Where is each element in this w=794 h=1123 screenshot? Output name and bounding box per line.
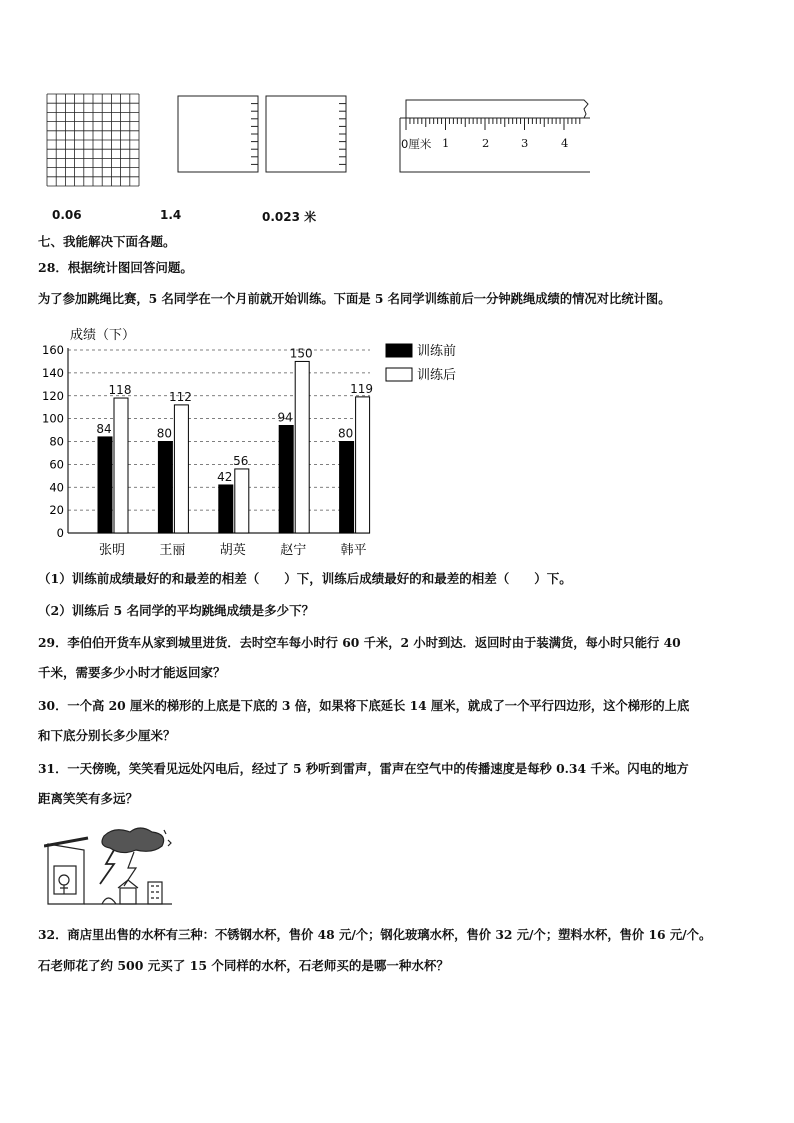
q28-sub2: （2）训练后 5 名同学的平均跳绳成绩是多少下？ [38, 603, 315, 618]
square-figure-left [177, 95, 261, 175]
q30-line1: 30．一个高 20 厘米的梯形的上底是下底的 3 倍，如果将下底延长 14 厘米，就成了一个平行四边形，这个梯形的上底 [38, 698, 690, 713]
lightning-illustration [44, 824, 172, 910]
q31-line1: 31．一天傍晚，笑笑看见远处闪电后，经过了 5 秒听到雷声，雷声在空气中的传播速度是每秒 0.34 千米。闪电的地方 [38, 761, 689, 776]
q29-line1: 29．李伯伯开货车从家到城里进货．去时空车每小时行 60 千米，2 小时到达．返回时由于装满货，每小时只能行 40 [38, 635, 681, 650]
y-tick-label: 160 [42, 343, 64, 357]
bar-after [174, 405, 188, 533]
y-tick-label: 20 [49, 503, 64, 518]
q28-sub1: （1）训练前成绩最好的和最差的相差（ ）下，训练后成绩最好的和最差的相差（ ）下。 [38, 571, 572, 586]
bar-value-label: 94 [277, 410, 293, 425]
y-tick-label: 60 [49, 457, 64, 472]
bar-after [114, 398, 128, 533]
bar-value-label: 84 [96, 421, 112, 436]
ruler-figure [398, 96, 592, 174]
bar-after [356, 397, 370, 533]
bar-before [340, 442, 354, 534]
ruler-label-1: 1 [442, 136, 450, 150]
bar-value-label: 80 [156, 426, 173, 441]
caption-square: 1.4 [160, 208, 182, 222]
bar-value-label: 118 [108, 383, 132, 398]
y-tick-label: 40 [49, 480, 64, 495]
caption-grid: 0.06 [52, 208, 82, 222]
q28-intro: 为了参加跳绳比赛，5 名同学在一个月前就开始训练。下面是 5 名同学训练前后一分钟跳绳成绩的情况对比统计图。 [38, 291, 671, 306]
y-tick-label: 140 [42, 365, 64, 380]
bar-value-label: 119 [350, 381, 374, 396]
bar-value-label: 42 [217, 469, 233, 484]
y-tick-label: 100 [42, 411, 64, 426]
ruler-label-3: 3 [521, 136, 529, 150]
x-tick-label: 胡英 [219, 543, 246, 558]
bar-value-label: 80 [337, 426, 354, 441]
bar-before [279, 425, 293, 533]
ruler-drawing [398, 96, 592, 174]
y-tick-label: 120 [42, 388, 64, 403]
legend-label: 训练前 [417, 344, 457, 359]
x-tick-label: 王丽 [159, 543, 186, 558]
bar-value-label: 56 [233, 453, 249, 468]
q32-line1: 32．商店里出售的水杯有三种：不锈钢水杯，售价 48 元/个；钢化玻璃水杯，售价 32 元/个；塑料水杯，售价 16 元/个。 [38, 927, 712, 942]
bar-value-label: 112 [168, 389, 192, 404]
y-tick-label: 0 [56, 526, 64, 540]
q32-line2: 石老师花了约 500 元买了 15 个同样的水杯，石老师买的是哪一种水杯？ [38, 958, 449, 973]
bar-before [98, 437, 112, 533]
x-tick-label: 韩平 [340, 543, 367, 558]
bar-value-label: 150 [289, 346, 313, 361]
bar-chart [30, 322, 480, 562]
caption-ruler: 0.023 米 [262, 210, 317, 224]
y-axis-label: 成绩（下） [70, 328, 136, 343]
bar-after [295, 361, 309, 533]
grid-figure [46, 93, 140, 187]
x-tick-label: 张明 [98, 543, 126, 558]
section-heading: 七、我能解决下面各题。 [38, 234, 176, 249]
y-tick-label: 80 [49, 434, 64, 449]
q31-line2: 距离笑笑有多远？ [38, 791, 139, 806]
bar-before [219, 485, 233, 533]
q30-line2: 和下底分别长多少厘米？ [38, 728, 176, 743]
q29-line2: 千米，需要多少小时才能返回家？ [38, 665, 226, 680]
bar-after [235, 469, 249, 533]
ruler-label-4: 4 [561, 136, 569, 150]
square-figure-right [265, 95, 349, 175]
legend-label: 训练后 [417, 368, 457, 383]
bar-before [158, 442, 172, 534]
ruler-label-2: 2 [482, 136, 490, 150]
legend-swatch [386, 344, 412, 357]
legend-swatch [386, 368, 412, 381]
q28-title: 28．根据统计图回答问题。 [38, 260, 193, 275]
ruler-zero-label: 0厘米 [401, 137, 432, 151]
x-tick-label: 赵宁 [280, 543, 307, 558]
